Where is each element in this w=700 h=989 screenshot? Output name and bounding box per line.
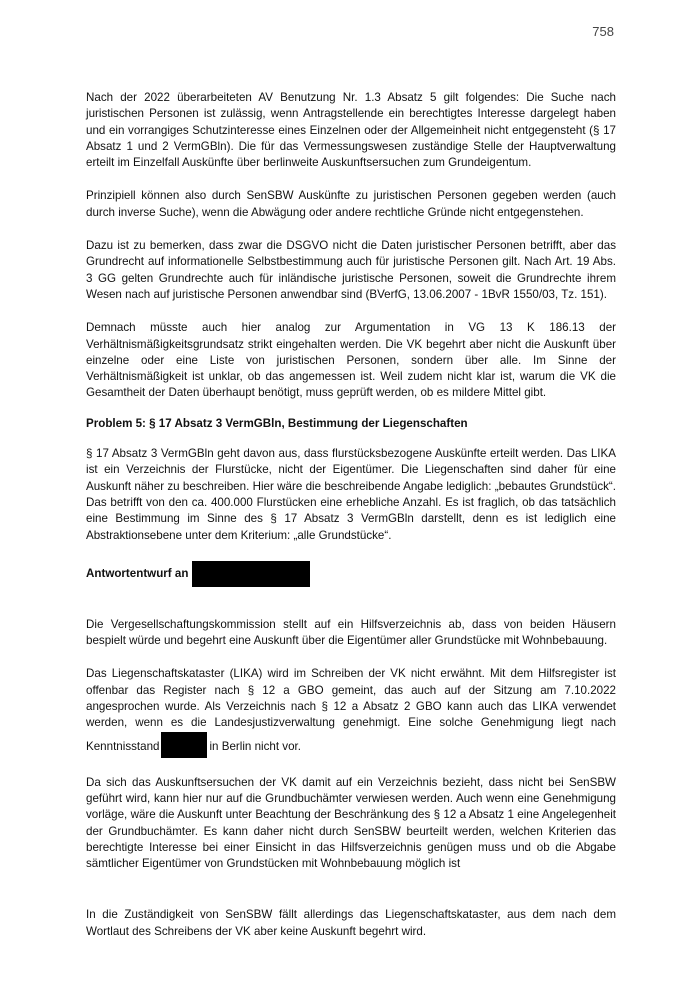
paragraph-liegenschaftskataster-part1: Das Liegenschaftskataster (LIKA) wird im Schreiben der VK nicht erwähnt. Mit dem Hilfsregister ist offenbar das Register nach § 12 a GBO gemeint, das auch auf der Sitzung am 7.10.2022 angesprochen wurde. Als Verzeichnis nach § 12 a Absatz 2 GBO kann auch das LIKA verwendet werden, wenn es die Landesjustizverwaltung genehmigt. Eine solche Genehmigung liegt nach Kenntnisstand xyxy=(86,667,616,753)
spacer xyxy=(86,889,616,907)
heading-problem-5: Problem 5: § 17 Absatz 3 VermGBln, Bestimmung der Liegenschaften xyxy=(86,416,468,430)
paragraph-sensbw-auskuenfte: Prinzipiell können also durch SenSBW Auskünfte zu juristischen Personen gegeben werden (auch durch inverse Suche), wenn die Abwägung oder andere rechtliche Gründe nicht entgegenstehen. xyxy=(86,189,616,219)
paragraph-av-benutzung: Nach der 2022 überarbeiteten AV Benutzung Nr. 1.3 Absatz 5 gilt folgendes: Die Suche nach juristischen Personen ist zulässig, wenn Antragstellende ein berechtigtes Interesse dargelegt haben und ein vorrangiges Schutzinteresse eines Einzelnen oder der Allgemeinheit nicht entgegensteht (§ 17 Absatz 1 und 2 VermGBln). Die für das Vermessungswesen zuständige Stelle der Hauptverwaltung erteilt im Einzelfall Auskünfte über berlinweite Auskunftsersuchen zum Grundeigentum. xyxy=(86,91,616,170)
redaction-box xyxy=(192,561,310,587)
paragraph-dsgvo: Dazu ist zu bemerken, dass zwar die DSGVO nicht die Daten juristischer Personen betrifft, aber das Grundrecht auf informationelle Selbstbestimmung auch für juristische Personen gilt. Nach Art. 19 Abs. 3 GG gelten Grundrechte auch für inländische juristische Personen, soweit die Grundrechte ihrem Wesen nach auf juristische Personen anwendbar sind (BVerfG, 13.06.2007 - 1BvR 1550/03, Tz. 151). xyxy=(86,239,616,301)
heading-antwortentwurf-label: Antwortentwurf an xyxy=(86,566,189,580)
paragraph-liegenschaften: § 17 Absatz 3 VermGBln geht davon aus, dass flurstücksbezogene Auskünfte erteilt werden. Das LIKA ist ein Verzeichnis der Flurstücke, nicht der Eigentümer. Die Liegenschaften sind daher für eine Auskunft näher zu beschreiben. Hier wäre die beschreibende Angabe lediglich: „bebautes Grundstück“. Das betrifft von den ca. 400.000 Flurstücken eine erhebliche Anzahl. Es ist fraglich, ob das tatsächlich eine Bestimmung im Sinne des § 17 Absatz 3 VermGBln darstellt, denn es ist lediglich eine Abstraktionsebene unter dem Kriterium: „alle Grundstücke“. xyxy=(86,447,616,542)
paragraph-liegenschaftskataster xyxy=(86,666,616,757)
paragraph-zustaendigkeit: In die Zuständigkeit von SenSBW fällt allerdings das Liegenschaftskataster, aus dem nach dem Wortlaut des Schreibens der VK aber keine Auskunft begehrt wird. xyxy=(86,908,616,938)
document-body xyxy=(86,90,616,957)
heading-antwortentwurf xyxy=(86,561,616,587)
paragraph-vergesellschaftungskommission: Die Vergesellschaftungskommission stellt auf ein Hilfsverzeichnis ab, dass von beiden Häusern bespielt würde und begehrt eine Auskunft über die Eigentümer aller Grundstücke mit Wohnbebauung. xyxy=(86,617,616,648)
paragraph-verhaeltnismaessigkeit: Demnach müsste auch hier analog zur Argumentation in VG 13 K 186.13 der Verhältnismäßigkeitsgrundsatz strikt eingehalten werden. Die VK begehrt aber nicht die Auskunft über einzelne oder eine Liste von juristischen Personen, sondern über alle. Im Sinne der Verhältnismäßigkeit ist unklar, ob das angemessen ist. Weil zudem nicht klar ist, warum die VK die Gesamtheit der Daten überhaupt benötigt, muss geprüft werden, ob es mildere Mittel gibt. xyxy=(86,321,616,400)
page-number: 758 xyxy=(592,24,614,39)
redaction-box-inline xyxy=(161,732,207,758)
paragraph-grundbuchaemter: Da sich das Auskunftsersuchen der VK damit auf ein Verzeichnis bezieht, dass nicht bei SenSBW geführt wird, kann hier nur auf die Grundbuchämter verwiesen werden. Auch wenn eine Genehmigung vorläge, wäre die Auskunft unter Beachtung der Beschränkung des § 12 a Absatz 1 eine Angelegenheit der Grundbuchämter. Es kann daher nicht durch SenSBW beurteilt werden, welchen Kriterien das berechtigte Interesse bei einer Einsicht in das Hilfsverzeichnis genügen muss und ob die Abgabe sämtlicher Eigentümer von Grundstücken mit Wohnbebauung möglich ist xyxy=(86,775,616,871)
paragraph-liegenschaftskataster-part2: in Berlin nicht vor. xyxy=(209,739,301,753)
